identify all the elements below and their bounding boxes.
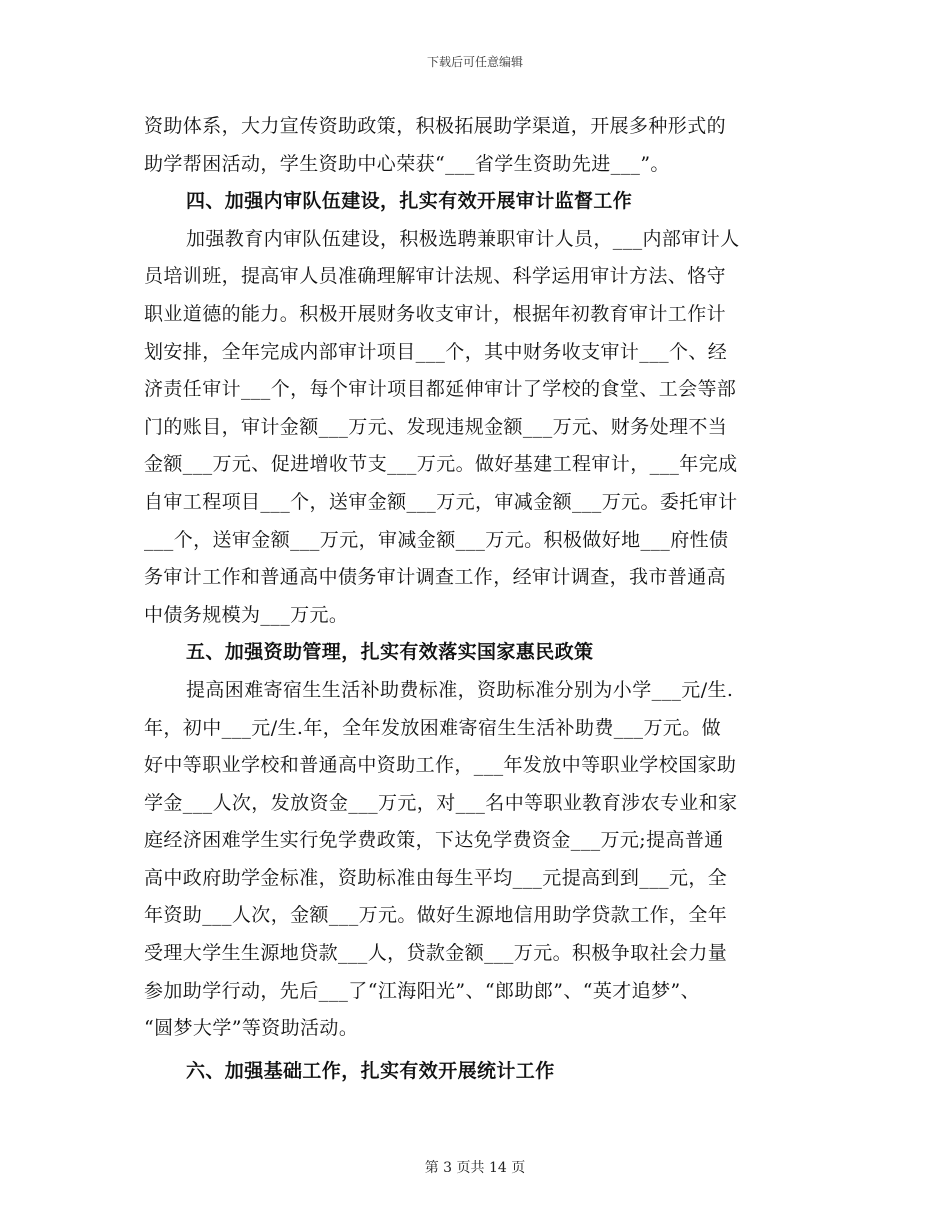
body-line: 参加助学行动，先后___了“江海阳光”、“郎助郎”、“英才追梦”、 [144,979,700,1002]
body-line: 助学帮困活动，学生资助中心荣获“___省学生资助先进___”。 [144,152,670,175]
body-line: 职业道德的能力。积极开展财务收支审计，根据年初教育审计工作计 [144,302,727,325]
paragraph-first-line: 提高困难寄宿生生活补助费标准，资助标准分别为小学___元/生. [186,678,734,701]
body-line: 学金___人次，发放资金___万元，对___名中等职业教育涉农专业和家 [144,791,738,814]
body-line: ___个，送审金额___万元，审减金额___万元。积极做好地___府性债 [144,528,729,551]
body-line: 受理大学生生源地贷款___人，贷款金额___万元。积极争取社会力量 [144,942,728,965]
body-line: 高中政府助学金标准，资助标准由每生平均___元提高到到___元，全 [144,866,728,889]
section-heading: 五、加强资助管理，扎实有效落实国家惠民政策 [186,641,594,664]
body-line: 年资助___人次，金额___万元。做好生源地信用助学贷款工作，全年 [144,904,728,927]
body-line: 金额___万元、促进增收节支___万元。做好基建工程审计，___年完成 [144,453,738,476]
body-line: 员培训班，提高审人员准确理解审计法规、科学运用审计方法、恪守 [144,265,727,288]
body-line: 好中等职业学校和普通高中资助工作，___年发放中等职业学校国家助 [144,754,737,777]
document-body [144,108,804,1090]
body-line: 庭经济困难学生实行免学费政策，下达免学费资金___万元;提高普通 [144,829,724,852]
body-line: 资助体系，大力宣传资助政策，积极拓展助学渠道，开展多种形式的 [144,115,727,137]
body-line: 中债务规模为___万元。 [144,603,349,626]
body-line: 务审计工作和普通高中债务审计调查工作，经审计调查，我市普通高 [144,566,727,589]
body-line: 济责任审计___个，每个审计项目都延伸审计了学校的食堂、工会等部 [144,378,737,401]
body-line: 自审工程项目___个，送审金额___万元，审减金额___万元。委托审计 [144,490,738,513]
body-line: “圆梦大学”等资助活动。 [144,1017,359,1040]
paragraph-first-line: 加强教育内审队伍建设，积极选聘兼职审计人员，___内部审计人 [186,227,740,250]
section-heading: 六、加强基础工作，扎实有效开展统计工作 [186,1059,555,1082]
header-note: 下载后可任意编辑 [426,55,523,69]
body-line: 年，初中___元/生.年，全年发放困难寄宿生生活补助费___万元。做 [144,716,722,739]
body-line: 划安排，全年完成内部审计项目___个，其中财务收支审计___个、经 [144,340,728,363]
page-number: 第 3 页共 14 页 [424,1160,526,1176]
section-heading: 四、加强内审队伍建设，扎实有效开展审计监督工作 [186,190,633,213]
body-line: 门的账目，审计金额___万元、发现违规金额___万元、财务处理不当 [144,415,728,438]
